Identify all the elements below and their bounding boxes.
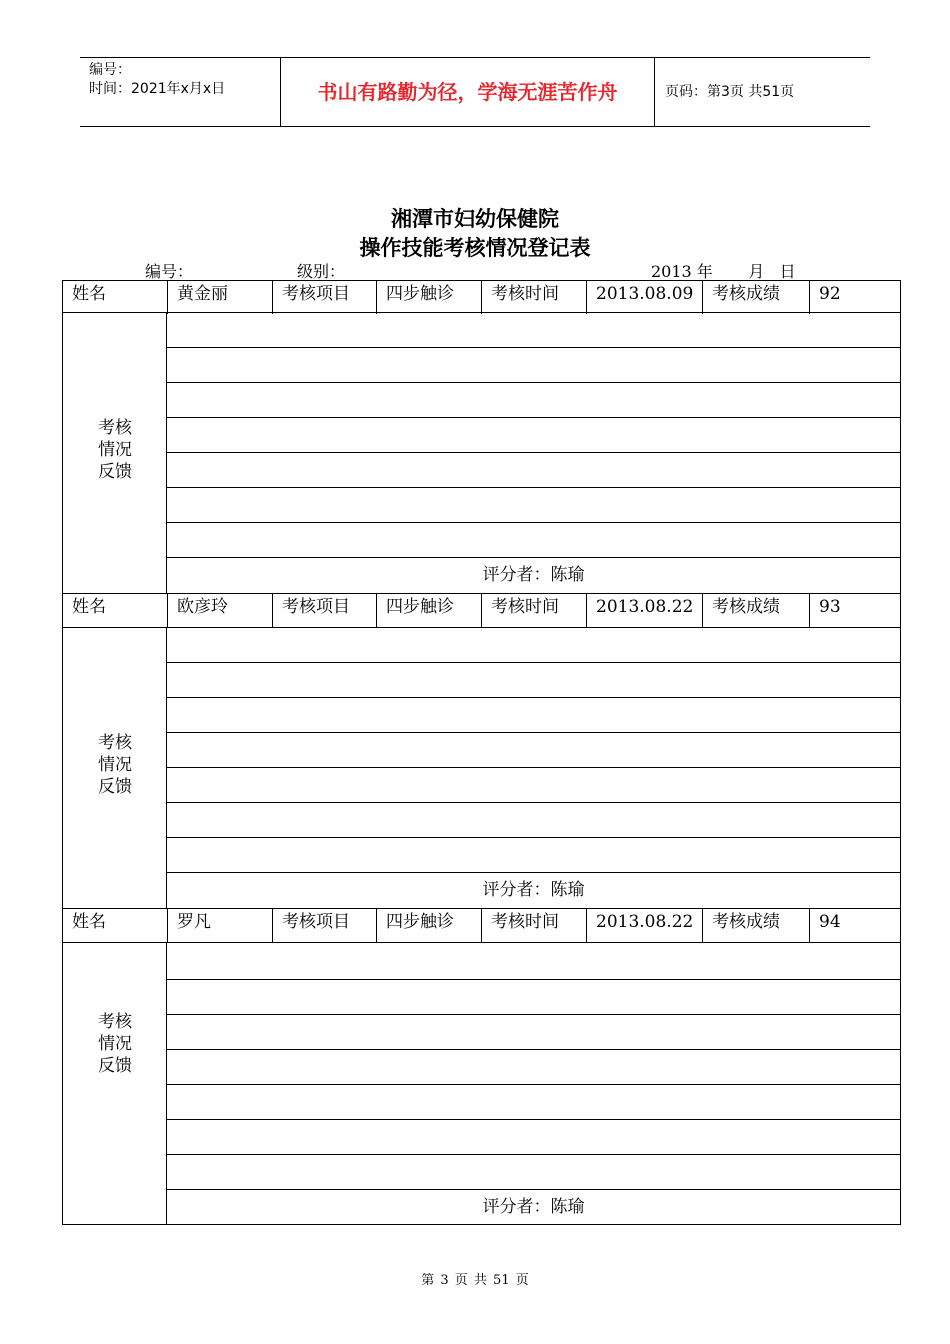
meta-number: 编号：	[145, 262, 194, 281]
header-number-label: 编号：	[89, 62, 131, 78]
time-label: 考核时间	[482, 281, 587, 314]
name-label: 姓名	[63, 281, 168, 314]
header-meta-cell	[80, 58, 281, 126]
feedback-line	[167, 1154, 900, 1155]
time-label: 考核时间	[482, 594, 587, 627]
feedback-line	[167, 697, 900, 698]
feedback-line	[167, 979, 900, 980]
feedback-line	[167, 1014, 900, 1015]
score-label: 考核成绩	[703, 594, 810, 627]
document-subtitle: 操作技能考核情况登记表	[359, 235, 591, 260]
name-label: 姓名	[63, 594, 168, 627]
score-label: 考核成绩	[703, 281, 810, 314]
header-time-label: 时间：2021年x月x日	[89, 81, 226, 97]
scorer-label: 评分者：陈瑜	[482, 1197, 585, 1217]
feedback-line	[167, 837, 900, 838]
feedback-line	[167, 662, 900, 663]
page-footer: 第 3 页 共 51 页	[421, 1273, 529, 1288]
scorer-label: 评分者：陈瑜	[482, 565, 585, 585]
feedback-area	[62, 313, 901, 594]
item-value: 四步触诊	[377, 281, 482, 314]
name-value: 罗凡	[168, 909, 273, 942]
name-label: 姓名	[63, 909, 168, 942]
feedback-line	[167, 382, 900, 383]
meta-level: 级别：	[297, 262, 346, 281]
feedback-line	[167, 767, 900, 768]
feedback-line	[167, 1119, 900, 1120]
document-title: 湘潭市妇幼保健院	[391, 206, 559, 231]
header-motto: 书山有路勤为径，学海无涯苦作舟	[281, 58, 655, 126]
item-label: 考核项目	[273, 594, 377, 627]
feedback-line	[167, 1049, 900, 1050]
score-value: 94	[819, 912, 841, 932]
feedback-line	[167, 487, 900, 488]
feedback-line	[167, 802, 900, 803]
time-value: 2013.08.22	[587, 594, 703, 627]
feedback-line	[167, 1189, 900, 1190]
record-block	[62, 280, 901, 594]
feedback-label: 考核 情况 反馈	[63, 313, 167, 593]
feedback-area	[62, 943, 901, 1225]
feedback-line	[167, 417, 900, 418]
scorer-label: 评分者：陈瑜	[482, 880, 585, 900]
score-value: 92	[819, 284, 841, 304]
item-label: 考核项目	[273, 909, 377, 942]
feedback-line	[167, 872, 900, 873]
name-value: 黄金丽	[168, 281, 273, 314]
item-value: 四步触诊	[377, 594, 482, 627]
record-block	[62, 594, 901, 908]
header-page-code: 页码：第3页 共51页	[665, 84, 795, 100]
name-value: 欧彦玲	[168, 594, 273, 627]
record-info-row	[62, 594, 901, 628]
record-info-row	[62, 280, 901, 313]
record-block	[62, 909, 901, 1223]
feedback-line	[167, 347, 900, 348]
feedback-line	[167, 1084, 900, 1085]
feedback-line	[167, 732, 900, 733]
meta-date: 2013 年 月 日	[651, 262, 796, 281]
record-info-row	[62, 909, 901, 943]
item-value: 四步触诊	[377, 909, 482, 942]
time-label: 考核时间	[482, 909, 587, 942]
score-value: 93	[819, 597, 841, 617]
feedback-label: 考核 情况 反馈	[63, 943, 167, 1224]
feedback-line	[167, 452, 900, 453]
page-header	[80, 57, 870, 127]
item-label: 考核项目	[273, 281, 377, 314]
feedback-area	[62, 628, 901, 909]
feedback-line	[167, 557, 900, 558]
score-label: 考核成绩	[703, 909, 810, 942]
feedback-line	[167, 522, 900, 523]
time-value: 2013.08.22	[587, 909, 703, 942]
feedback-label: 考核 情况 反馈	[63, 628, 167, 908]
time-value: 2013.08.09	[587, 281, 703, 314]
